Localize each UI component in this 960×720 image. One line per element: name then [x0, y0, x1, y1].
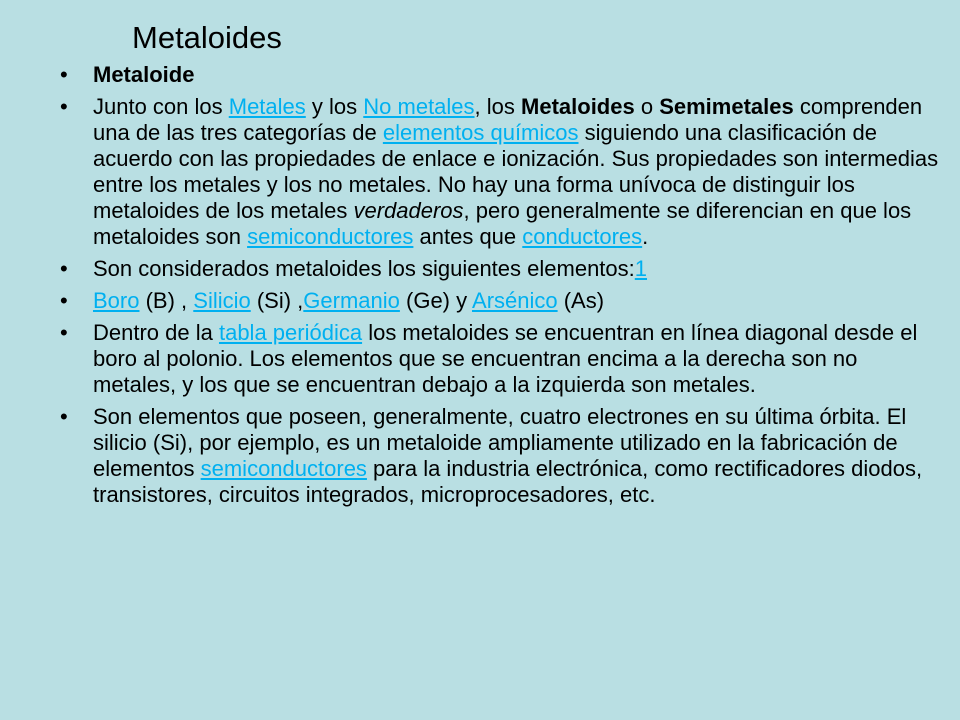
link-metales[interactable]: Metales [228, 94, 306, 119]
bullet-dot: • [60, 320, 68, 345]
link-tabla-periodica[interactable]: tabla periódica [218, 320, 363, 345]
bullet-list [60, 62, 945, 514]
slide-title: Metaloides [132, 20, 282, 55]
link-semiconductores[interactable]: semiconductores [200, 456, 367, 481]
link-germanio[interactable]: Germanio [303, 288, 400, 313]
bullet-text: o [634, 94, 660, 119]
bullet-item [60, 288, 945, 314]
link-semiconductores[interactable]: semiconductores [247, 224, 414, 249]
bullet-item [60, 94, 945, 250]
bullet-text: , pero generalmente se diferencian en que los metaloides son [93, 198, 912, 249]
bullet-text: Son elementos que poseen, generalmente, cuatro electrones en su última órbita. El silicio (Si), por ejemplo, es un metaloide ampliamente utilizado en la fabricación de elementos [93, 404, 907, 481]
bullet-text: los metaloides se encuentran en línea diagonal desde el boro al polonio. Los elementos que se encuentran encima a la derecha son no metales, y los que se encuentran debajo a la izquierda son metales. [93, 320, 918, 397]
bullet-text: Junto con los [93, 94, 229, 119]
bullet-text: (Ge) y [399, 288, 473, 313]
bullet-text: , los [474, 94, 522, 119]
link-arsenico[interactable]: Arsénico [472, 288, 558, 313]
bullet-dot: • [60, 404, 68, 429]
bullet-text: (Si) , [250, 288, 304, 313]
bold-term: Metaloides [521, 94, 635, 119]
bullet-text: Dentro de la [93, 320, 219, 345]
bullet-item [60, 62, 945, 88]
link-footnote-1[interactable]: 1 [634, 256, 648, 281]
bullet-text: antes que [413, 224, 523, 249]
bullet-text: (As) [557, 288, 605, 313]
bullet-text: . [642, 224, 649, 249]
bullet-item [60, 320, 945, 398]
link-no-metales[interactable]: No metales [363, 94, 475, 119]
link-silicio[interactable]: Silicio [193, 288, 251, 313]
bullet-heading: Metaloide [93, 62, 195, 87]
bullet-dot: • [60, 94, 68, 119]
bullet-text: y los [305, 94, 364, 119]
bullet-item [60, 404, 945, 508]
link-elementos-quimicos[interactable]: elementos químicos [382, 120, 579, 145]
bullet-item [60, 256, 945, 282]
bullet-text: (B) , [139, 288, 194, 313]
bullet-dot: • [60, 288, 68, 313]
link-boro[interactable]: Boro [93, 288, 140, 313]
italic-term: verdaderos [353, 198, 464, 223]
bullet-text: Son considerados metaloides los siguientes elementos: [93, 256, 635, 281]
bullet-dot: • [60, 62, 68, 87]
link-conductores[interactable]: conductores [522, 224, 643, 249]
bullet-text: siguiendo una clasificación de acuerdo con las propiedades de enlace e ionización. Sus propiedades son intermedias entre los metales y los no metales. No hay una forma unívoca de distinguir los metaloides de los metales [93, 120, 939, 223]
bullet-dot: • [60, 256, 68, 281]
bullet-text: comprenden una de las tres categorías de [93, 94, 923, 145]
bullet-text: para la industria electrónica, como rectificadores diodos, transistores, circuitos integrados, microprocesadores, etc. [93, 456, 923, 507]
bold-term: Semimetales [659, 94, 794, 119]
